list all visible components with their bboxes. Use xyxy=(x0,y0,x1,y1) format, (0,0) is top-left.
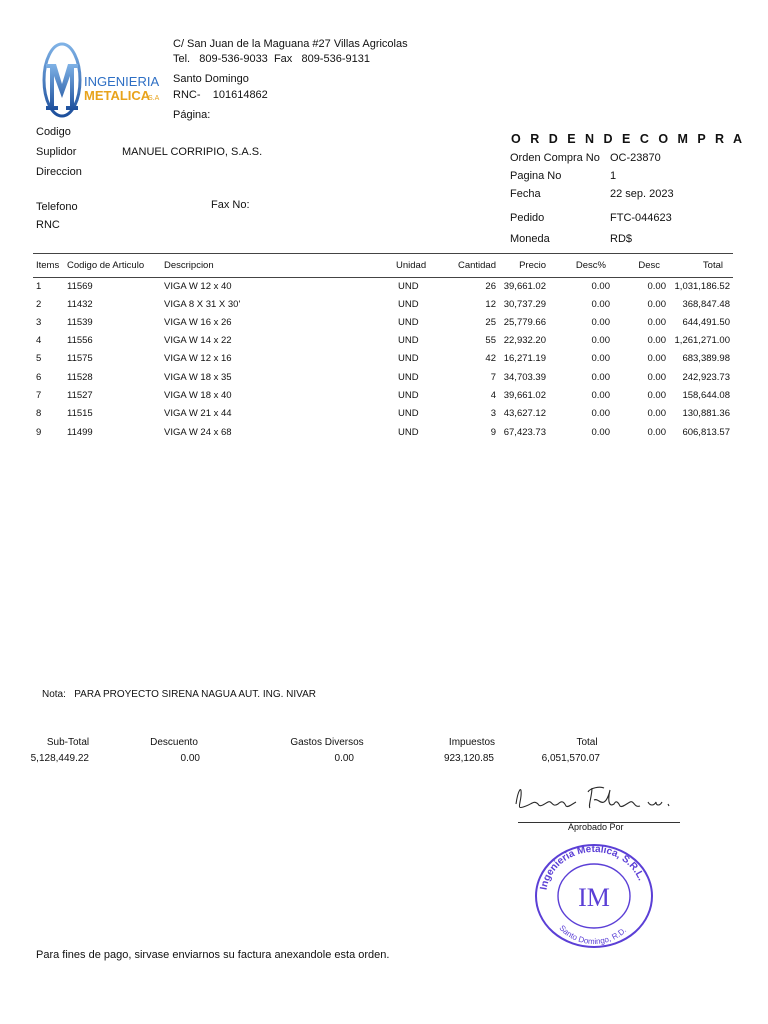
cell-item: 5 xyxy=(36,353,42,364)
cell-codigo: 11575 xyxy=(67,353,93,364)
descuento-label: Descuento xyxy=(150,737,198,748)
th-unidad: Unidad xyxy=(396,260,427,271)
total-value: 6,051,570.07 xyxy=(541,753,600,764)
rnc-supplier-label: RNC xyxy=(36,219,60,231)
cell-precio: 22,932.20 xyxy=(503,335,546,346)
cell-precio: 67,423.73 xyxy=(503,427,546,438)
footer-note: Para fines de pago, sirvase enviarnos su factura anexandole esta orden. xyxy=(36,949,390,961)
cell-unidad: UND xyxy=(398,427,419,438)
nota-text: PARA PROYECTO SIRENA NAGUA AUT. ING. NIVAR xyxy=(74,689,316,700)
cell-total: 1,261,271.00 xyxy=(674,335,730,346)
cell-item: 1 xyxy=(36,281,42,292)
cell-descripcion: VIGA W 21 x 44 xyxy=(164,408,232,419)
company-city: Santo Domingo xyxy=(173,73,249,85)
table-row xyxy=(0,353,768,371)
cell-cantidad: 26 xyxy=(485,281,496,292)
descuento-value: 0.00 xyxy=(180,753,200,764)
suplidor-label: Suplidor xyxy=(36,146,77,158)
th-desc: Desc xyxy=(638,260,660,271)
cell-unidad: UND xyxy=(398,281,419,292)
cell-unidad: UND xyxy=(398,408,419,419)
fax-value: 809-536-9131 xyxy=(301,53,370,65)
cell-descp: 0.00 xyxy=(591,408,610,419)
tel-value: 809-536-9033 xyxy=(199,53,268,65)
pedido-value: FTC-044623 xyxy=(610,212,672,224)
cell-codigo: 11432 xyxy=(67,299,93,310)
cell-descripcion: VIGA W 12 x 16 xyxy=(164,353,232,364)
cell-desc: 0.00 xyxy=(647,353,666,364)
cell-precio: 25,779.66 xyxy=(503,317,546,328)
moneda-value: RD$ xyxy=(610,233,633,245)
cell-cantidad: 55 xyxy=(485,335,496,346)
cell-unidad: UND xyxy=(398,317,419,328)
stamp-seal-icon xyxy=(532,842,656,950)
cell-precio: 16,271.19 xyxy=(503,353,546,364)
svg-text:Santo Domingo, R.D.: Santo Domingo, R.D. xyxy=(557,923,629,947)
cell-descripcion: VIGA 8 X 31 X 30' xyxy=(164,299,241,310)
table-row xyxy=(0,317,768,335)
rnc-value: 101614862 xyxy=(212,89,268,101)
cell-codigo: 11499 xyxy=(67,427,93,438)
cell-codigo: 11528 xyxy=(67,372,93,383)
table-row xyxy=(0,427,768,445)
cell-total: 368,847.48 xyxy=(682,299,730,310)
cell-unidad: UND xyxy=(398,353,419,364)
pedido-label: Pedido xyxy=(510,212,545,224)
table-row xyxy=(0,299,768,317)
th-precio: Precio xyxy=(519,260,546,271)
cell-precio: 39,661.02 xyxy=(503,390,546,401)
codigo-label: Codigo xyxy=(36,126,71,138)
fax-label: Fax xyxy=(273,53,293,65)
cell-desc: 0.00 xyxy=(647,281,666,292)
moneda-label: Moneda xyxy=(510,233,550,245)
cell-precio: 34,703.39 xyxy=(503,372,546,383)
table-row xyxy=(0,281,768,299)
approved-by-label: Aprobado Por xyxy=(568,822,624,832)
subtotal-value: 5,128,449.22 xyxy=(30,753,89,764)
cell-precio: 43,627.12 xyxy=(503,408,546,419)
th-cantidad: Cantidad xyxy=(457,260,496,271)
cell-unidad: UND xyxy=(398,335,419,346)
cell-desc: 0.00 xyxy=(647,317,666,328)
cell-desc: 0.00 xyxy=(647,390,666,401)
cell-desc: 0.00 xyxy=(647,427,666,438)
fecha-label: Fecha xyxy=(510,188,541,200)
document-title: O R D E N D E C O M P R A xyxy=(511,132,746,146)
telefono-label: Telefono xyxy=(36,201,78,213)
svg-text:Ingenieria Metalica, S.R.L.: Ingenieria Metalica, S.R.L. xyxy=(538,843,647,891)
cell-precio: 39,661.02 xyxy=(503,281,546,292)
cell-descp: 0.00 xyxy=(591,390,610,401)
cell-item: 4 xyxy=(36,335,42,346)
cell-total: 606,813.57 xyxy=(682,427,730,438)
company-address: C/ San Juan de la Maguana #27 Villas Agricolas xyxy=(173,38,408,50)
nota-label: Nota: xyxy=(42,689,66,700)
company-rnc xyxy=(173,89,268,101)
cell-cantidad: 42 xyxy=(485,353,496,364)
gastos-value: 0.00 xyxy=(334,753,354,764)
th-descripcion: Descripcion xyxy=(164,260,214,271)
gastos-label: Gastos Diversos xyxy=(290,737,364,748)
cell-item: 6 xyxy=(36,372,42,383)
cell-descripcion: VIGA W 14 x 22 xyxy=(164,335,232,346)
cell-descripcion: VIGA W 12 x 40 xyxy=(164,281,232,292)
cell-total: 158,644.08 xyxy=(682,390,730,401)
cell-item: 8 xyxy=(36,408,42,419)
th-descp: Desc% xyxy=(575,260,606,271)
cell-descp: 0.00 xyxy=(591,427,610,438)
cell-descripcion: VIGA W 18 x 35 xyxy=(164,372,232,383)
cell-cantidad: 12 xyxy=(485,299,496,310)
pagina-value: 1 xyxy=(610,170,617,182)
svg-text:S.A: S.A xyxy=(148,95,160,102)
cell-desc: 0.00 xyxy=(647,335,666,346)
total-label: Total xyxy=(576,737,598,748)
impuestos-label: Impuestos xyxy=(448,737,496,748)
cell-codigo: 11556 xyxy=(67,335,93,346)
cell-descp: 0.00 xyxy=(591,281,610,292)
cell-descripcion: VIGA W 18 x 40 xyxy=(164,390,232,401)
svg-text:INGENIERIA: INGENIERIA xyxy=(84,74,160,89)
cell-descripcion: VIGA W 24 x 68 xyxy=(164,427,232,438)
cell-codigo: 11569 xyxy=(67,281,93,292)
subtotal-label: Sub-Total xyxy=(46,737,90,748)
cell-descp: 0.00 xyxy=(591,299,610,310)
orden-value: OC-23870 xyxy=(610,152,661,164)
table-row xyxy=(0,408,768,426)
company-phones xyxy=(173,53,370,65)
cell-cantidad: 9 xyxy=(490,427,496,438)
fax-no-label: Fax No: xyxy=(211,199,250,211)
cell-unidad: UND xyxy=(398,299,419,310)
table-top-rule xyxy=(33,253,733,254)
cell-total: 683,389.98 xyxy=(682,353,730,364)
cell-descp: 0.00 xyxy=(591,317,610,328)
pagina-label: Pagina No xyxy=(510,170,562,182)
cell-codigo: 11527 xyxy=(67,390,93,401)
cell-cantidad: 25 xyxy=(485,317,496,328)
suplidor-value: MANUEL CORRIPIO, S.A.S. xyxy=(122,146,263,158)
th-codigo: Codigo de Articulo xyxy=(67,260,145,271)
signature xyxy=(508,778,688,818)
direccion-label: Direccion xyxy=(36,166,82,178)
cell-cantidad: 4 xyxy=(490,390,496,401)
cell-descp: 0.00 xyxy=(591,353,610,364)
logo-mark-icon xyxy=(40,40,164,120)
table-row xyxy=(0,335,768,353)
cell-desc: 0.00 xyxy=(647,299,666,310)
orden-label: Orden Compra No xyxy=(510,152,600,164)
cell-total: 242,923.73 xyxy=(682,372,730,383)
svg-text:IM: IM xyxy=(578,883,610,912)
cell-desc: 0.00 xyxy=(647,408,666,419)
cell-cantidad: 3 xyxy=(490,408,496,419)
svg-text:METALICA: METALICA xyxy=(84,88,151,103)
page-label: Página: xyxy=(173,109,211,121)
cell-item: 3 xyxy=(36,317,42,328)
cell-descp: 0.00 xyxy=(591,335,610,346)
tel-label: Tel. xyxy=(173,53,191,65)
table-row xyxy=(0,390,768,408)
cell-item: 7 xyxy=(36,390,42,401)
cell-total: 1,031,186.52 xyxy=(674,281,730,292)
company-stamp xyxy=(532,842,656,950)
cell-item: 9 xyxy=(36,427,42,438)
cell-precio: 30,737.29 xyxy=(503,299,546,310)
rnc-label: RNC- xyxy=(173,89,201,101)
cell-cantidad: 7 xyxy=(490,372,496,383)
table-header-rule xyxy=(33,277,733,278)
cell-total: 644,491.50 xyxy=(682,317,730,328)
cell-codigo: 11539 xyxy=(67,317,93,328)
company-logo xyxy=(40,40,164,120)
th-items: Items xyxy=(36,260,60,271)
cell-item: 2 xyxy=(36,299,42,310)
impuestos-value: 923,120.85 xyxy=(443,753,494,764)
table-row xyxy=(0,372,768,390)
cell-desc: 0.00 xyxy=(647,372,666,383)
cell-unidad: UND xyxy=(398,390,419,401)
nota xyxy=(42,689,316,700)
cell-codigo: 11515 xyxy=(67,408,93,419)
fecha-value: 22 sep. 2023 xyxy=(610,188,674,200)
cell-unidad: UND xyxy=(398,372,419,383)
cell-descripcion: VIGA W 16 x 26 xyxy=(164,317,232,328)
cell-total: 130,881.36 xyxy=(682,408,730,419)
th-total: Total xyxy=(702,260,723,271)
cell-descp: 0.00 xyxy=(591,372,610,383)
